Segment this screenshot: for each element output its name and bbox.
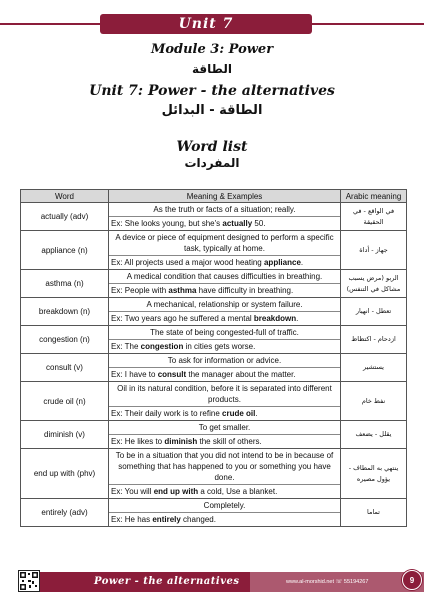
- page-footer: [0, 570, 424, 594]
- module-title: Module 3: Power: [150, 42, 274, 57]
- definition-text: Completely.: [203, 501, 246, 510]
- example-text: [109, 484, 340, 497]
- definition-text: A mechanical, relationship or system failure.: [146, 300, 303, 309]
- word-cell: asthma (n): [21, 270, 109, 298]
- example-keyword: actually: [222, 219, 253, 228]
- example-keyword: breakdown: [253, 314, 297, 323]
- example-prefix: Ex: People with: [111, 286, 169, 295]
- arabic-meaning-cell: جهاز - أداة: [341, 231, 407, 270]
- word-list-heading: Word list: [176, 139, 248, 155]
- example-prefix: Ex: Their daily work is to refine: [111, 409, 223, 418]
- arabic-meaning-cell: يقلل - يضعف: [341, 421, 407, 449]
- table-row: [21, 421, 407, 449]
- example-prefix: Ex: Two years ago he suffered a mental: [111, 314, 254, 323]
- meaning-cell: [109, 270, 341, 298]
- example-suffix: .: [296, 314, 299, 323]
- example-keyword: asthma: [168, 286, 197, 295]
- example-suffix: 50.: [252, 219, 266, 228]
- table-row: [21, 231, 407, 270]
- example-text: [109, 216, 340, 229]
- arabic-meaning-cell: الربو (مرض يسبب مشاكل في التنفس): [341, 270, 407, 298]
- table-row: [21, 298, 407, 326]
- word-cell: appliance (n): [21, 231, 109, 270]
- meaning-cell: [109, 499, 341, 527]
- example-prefix: Ex: He likes to: [111, 437, 165, 446]
- word-list-heading-arabic: المفردات: [184, 156, 240, 170]
- footer-website[interactable]: www.al-morshid.net ☏ 55194267: [286, 579, 369, 585]
- example-keyword: diminish: [164, 437, 198, 446]
- example-prefix: Ex: He has: [111, 515, 153, 524]
- table-row: [21, 354, 407, 382]
- meaning-cell: [109, 354, 341, 382]
- table-row: [21, 382, 407, 421]
- example-suffix: in cities gets worse.: [183, 342, 256, 351]
- arabic-meaning-cell: ينتهي به المطاف - يؤول مصيره: [341, 449, 407, 499]
- definition-text: A device or piece of equipment designed to perform a specific task, typically at home.: [115, 233, 334, 253]
- table-header-row: [21, 190, 407, 203]
- example-text: [109, 406, 340, 419]
- example-keyword: entirely: [152, 515, 181, 524]
- table-row: [21, 270, 407, 298]
- definition-text: Oil in its natural condition, before it is separated into different products.: [117, 384, 332, 404]
- word-cell: entirely (adv): [21, 499, 109, 527]
- definition-text: The state of being congested-full of traffic.: [150, 328, 299, 337]
- example-prefix: Ex: You will: [111, 487, 154, 496]
- table-row: [21, 203, 407, 231]
- example-suffix: .: [300, 258, 304, 267]
- example-prefix: Ex: I have to: [111, 370, 158, 379]
- meaning-cell: [109, 326, 341, 354]
- column-header-meaning: Meaning & Examples: [109, 190, 341, 203]
- arabic-meaning-cell: يستشير: [341, 354, 407, 382]
- example-keyword: consult: [157, 370, 187, 379]
- example-suffix: the manager about the matter.: [186, 370, 296, 379]
- example-text: [109, 283, 340, 296]
- table-row: [21, 499, 407, 527]
- word-cell: congestion (n): [21, 326, 109, 354]
- table-row: [21, 449, 407, 499]
- example-text: [109, 255, 340, 268]
- arabic-meaning-cell: تماما: [341, 499, 407, 527]
- example-keyword: crude oil: [222, 409, 256, 418]
- page-number: 9: [402, 570, 422, 590]
- meaning-cell: [109, 449, 341, 499]
- example-keyword: end up with: [153, 487, 199, 496]
- unit-header-bar: [0, 14, 424, 34]
- column-header-word: Word: [21, 190, 109, 203]
- definition-text: To be in a situation that you did not intend to be in because of something that has happened to you or something you have done.: [115, 451, 334, 482]
- example-prefix: Ex: She looks young, but she's: [111, 219, 223, 228]
- meaning-cell: [109, 231, 341, 270]
- example-text: [109, 311, 340, 324]
- example-suffix: changed.: [180, 515, 216, 524]
- meaning-cell: [109, 298, 341, 326]
- meaning-cell: [109, 382, 341, 421]
- meaning-cell: [109, 421, 341, 449]
- footer-title: Power - the alternatives: [94, 576, 240, 587]
- example-keyword: appliance: [263, 258, 301, 267]
- definition-text: To get smaller.: [198, 423, 251, 432]
- word-cell: diminish (v): [21, 421, 109, 449]
- column-header-arabic: Arabic meaning: [341, 190, 407, 203]
- qr-code: [18, 570, 40, 592]
- word-list-table: [20, 189, 407, 527]
- word-cell: actually (adv): [21, 203, 109, 231]
- word-cell: end up with (phv): [21, 449, 109, 499]
- meaning-cell: [109, 203, 341, 231]
- arabic-meaning-cell: في الواقع - في الحقيقة: [341, 203, 407, 231]
- example-suffix: a cold, Use a blanket.: [198, 487, 278, 496]
- definition-text: To ask for information or advice.: [167, 356, 282, 365]
- example-suffix: the skill of others.: [197, 437, 262, 446]
- word-cell: breakdown (n): [21, 298, 109, 326]
- example-text: [109, 434, 340, 447]
- module-title-arabic: الطاقة: [192, 62, 232, 76]
- arabic-meaning-cell: تعطل - انهيار: [341, 298, 407, 326]
- example-text: [109, 512, 340, 525]
- example-text: [109, 367, 340, 380]
- arabic-meaning-cell: نفط خام: [341, 382, 407, 421]
- example-text: [109, 339, 340, 352]
- definition-text: A medical condition that causes difficulties in breathing.: [126, 272, 323, 281]
- example-suffix: have difficulty in breathing.: [196, 286, 294, 295]
- word-cell: crude oil (n): [21, 382, 109, 421]
- unit-label: Unit 7: [100, 14, 312, 34]
- arabic-meaning-cell: ازدحام - اكتظاظ: [341, 326, 407, 354]
- example-prefix: Ex: All projects used a major wood heating: [111, 258, 264, 267]
- unit-title: Unit 7: Power - the alternatives: [89, 83, 335, 99]
- table-row: [21, 326, 407, 354]
- definition-text: As the truth or facts of a situation; really.: [153, 205, 296, 214]
- example-prefix: Ex: The: [111, 342, 141, 351]
- word-cell: consult (v): [21, 354, 109, 382]
- example-keyword: congestion: [140, 342, 184, 351]
- unit-title-arabic: الطاقة - البدائل: [161, 103, 263, 118]
- example-suffix: .: [255, 409, 258, 418]
